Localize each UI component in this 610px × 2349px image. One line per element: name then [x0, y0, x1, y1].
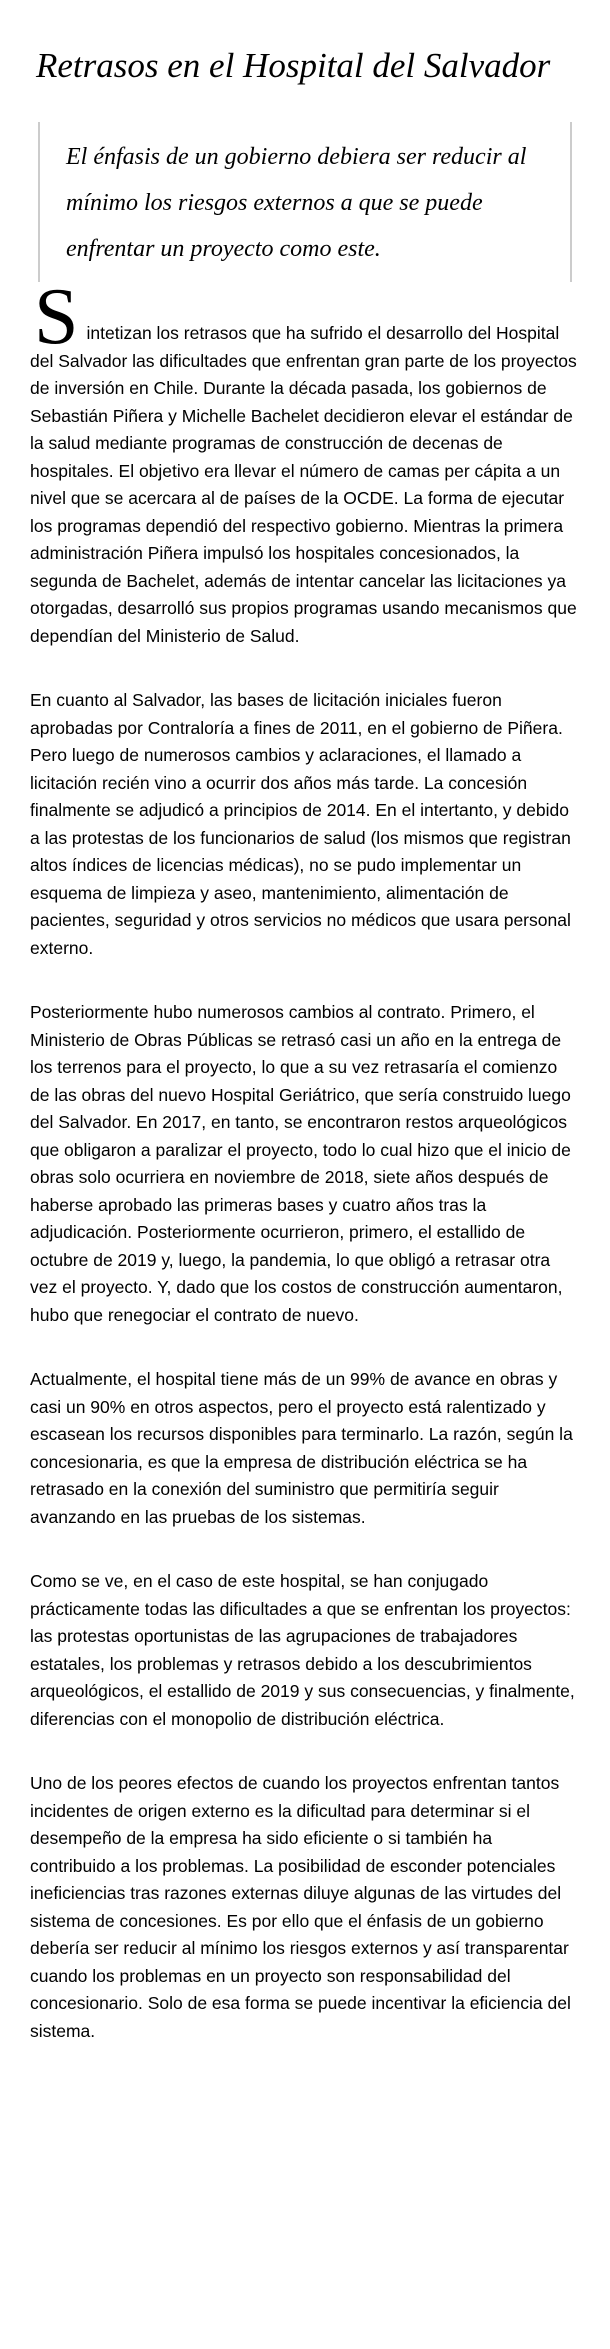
- page-title: Retrasos en el Hospital del Salvador: [36, 46, 551, 85]
- article-body: [30, 273, 580, 2045]
- paragraph-text: Uno de los peores efectos de cuando los proyectos enfrentan tantos incidentes de origen externo es la dificultad para determinar si el desempeño de la empresa ha sido eficiente o si también ha contribuido a los problemas. La posibilidad de esconder potenciales ineficiencias tras razones externas diluye algunas de las virtudes del sistema de concesiones. Es por ello que el énfasis de un gobierno debería ser reducir al mínimo los riesgos externos y así transparentar cuando los problemas en un proyecto son responsabilidad del concesionario. Solo de esa forma se puede incentivar la eficiencia del sistema.: [30, 1773, 571, 2041]
- paragraph: [30, 1366, 580, 1531]
- paragraph: [30, 1568, 580, 1733]
- paragraph: [30, 999, 580, 1329]
- paragraph-text: Como se ve, en el caso de este hospital, se han conjugado prácticamente todas las dificultades a que se enfrentan los proyectos: las protestas oportunistas de las agrupaciones de trabajadores estatales, los problemas y retrasos debido a los descubrimientos arqueológicos, el estallido de 2019 y sus consecuencias, y finalmente, diferencias con el monopolio de distribución eléctrica.: [30, 1571, 575, 1729]
- paragraph-text: En cuanto al Salvador, las bases de licitación iniciales fueron aprobadas por Contraloría a fines de 2011, en el gobierno de Piñera. Pero luego de numerosos cambios y aclaraciones, el llamado a licitación recién vino a ocurrir dos años más tarde. La concesión finalmente se adjudicó a principios de 2014. En el intertanto, y debido a las protestas de los funcionarios de salud (los mismos que registran altos índices de licencias médicas), no se pudo implementar un esquema de limpieza y aseo, mantenimiento, alimentación de pacientes, seguridad y otros servicios no médicos que usara personal externo.: [30, 690, 571, 958]
- paragraph: [30, 687, 580, 962]
- pull-quote-text: El énfasis de un gobierno debiera ser reducir al mínimo los riesgos externos a que se puede enfrentar un proyecto como este.: [66, 144, 527, 262]
- article: [0, 46, 610, 2073]
- paragraph-text: intetizan los retrasos que ha sufrido el desarrollo del Hospital del Salvador las dificultades que enfrentan gran parte de los proyectos de inversión en Chile. Durante la década pasada, los gobiernos de Sebastián Piñera y Michelle Bachelet decidieron elevar el estándar de la salud mediante programas de construcción de decenas de hospitales. El objetivo era llevar el número de camas per cápita a un nivel que se acercara al de países de la OCDE. La forma de ejecutar los programas dependió del respectivo gobierno. Mientras la primera administración Piñera impulsó los hospitales concesionados, la segunda de Bachelet, además de intentar cancelar las licitaciones ya otorgadas, desarrolló sus propios programas usando mecanismos que dependían del Ministerio de Salud.: [30, 323, 577, 646]
- paragraph-text: Posteriormente hubo numerosos cambios al contrato. Primero, el Ministerio de Obras Públicas se retrasó casi un año en la entrega de los terrenos para el proyecto, lo que a su vez retrasaría el comienzo de las obras del nuevo Hospital Geriátrico, que sería construido luego del Salvador. En 2017, en tanto, se encontraron restos arqueológicos que obligaron a paralizar el proyecto, todo lo cual hizo que el inicio de obras solo ocurriera en noviembre de 2018, siete años después de haberse aprobado las primeras bases y cuatro años tras la adjudicación. Posteriormente ocurrieron, primero, el estallido de octubre de 2019 y, luego, la pandemia, lo que obligó a retrasar otra vez el proyecto. Y, dado que los costos de construcción aumentaron, hubo que renegociar el contrato de nuevo.: [30, 1002, 571, 1325]
- pull-quote: [38, 122, 572, 282]
- drop-cap: S: [34, 273, 79, 361]
- paragraph: [30, 273, 580, 650]
- paragraph: [30, 1770, 580, 2045]
- paragraph-text: Actualmente, el hospital tiene más de un 99% de avance en obras y casi un 90% en otros aspectos, pero el proyecto está ralentizado y escasean los recursos disponibles para terminarlo. La razón, según la concesionaria, es que la empresa de distribución eléctrica se ha retrasado en la conexión del suministro que permitiría seguir avanzando en las pruebas de los sistemas.: [30, 1369, 573, 1527]
